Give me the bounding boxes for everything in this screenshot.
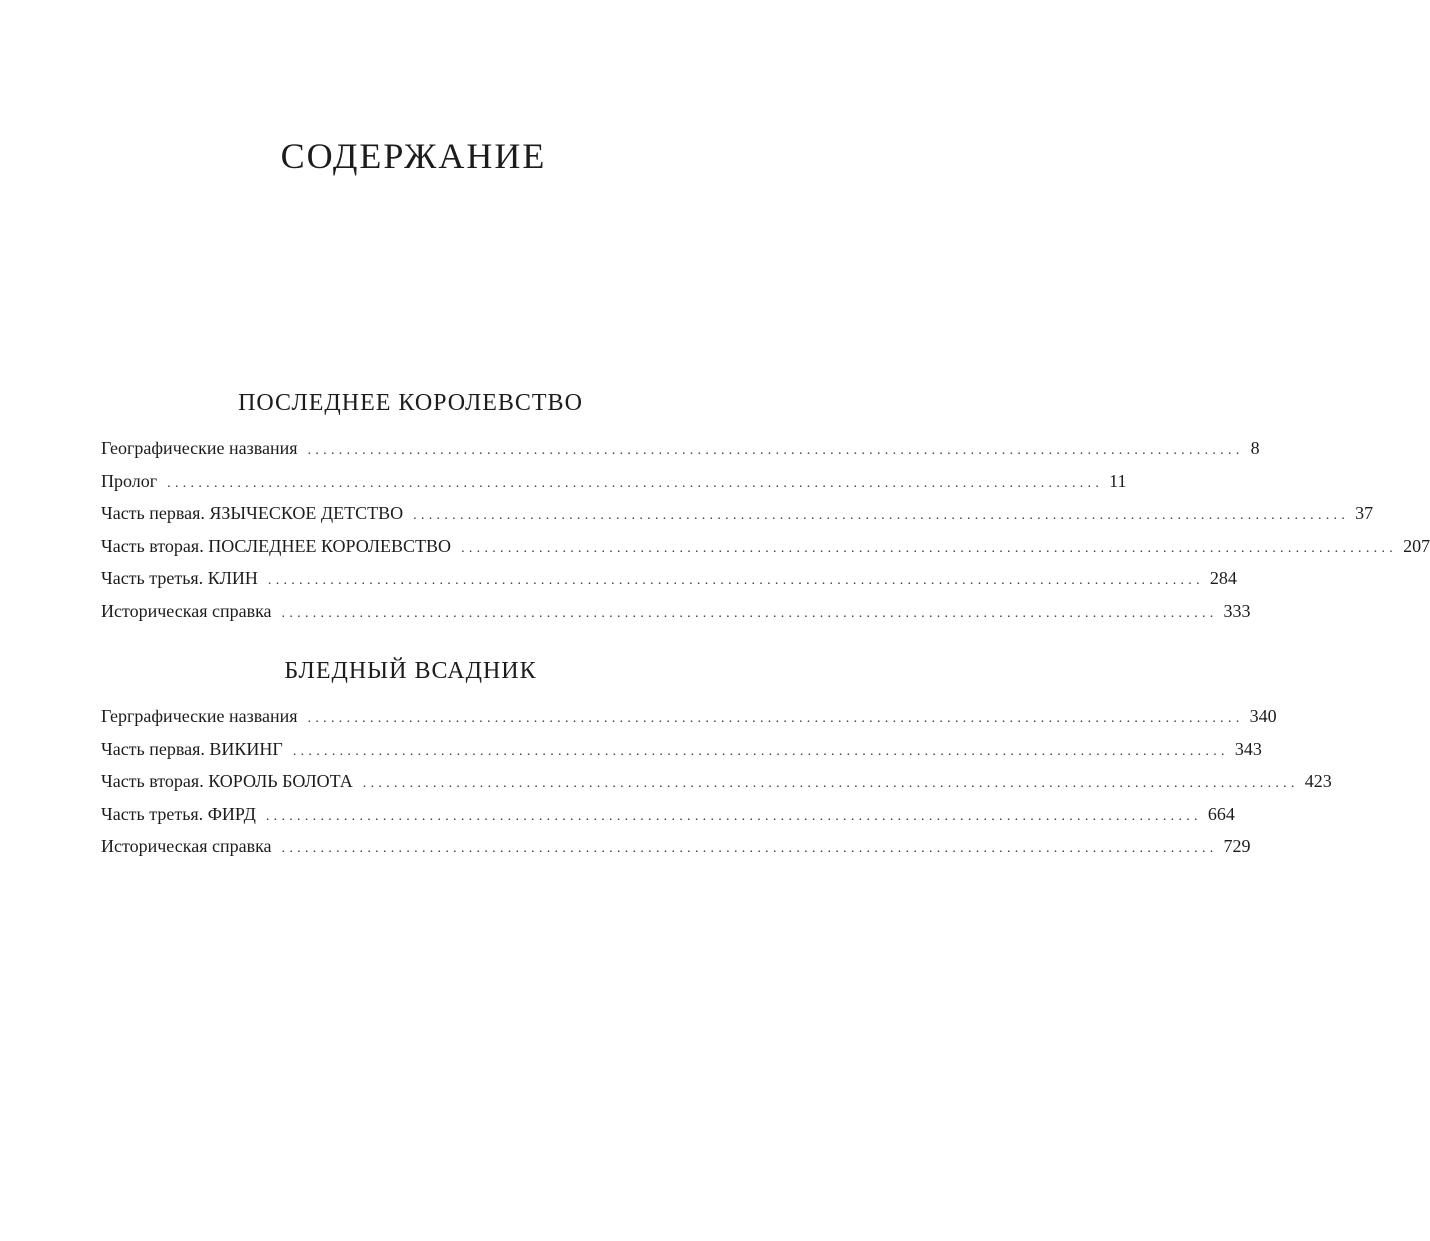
toc-entry-title: ЯЗЫЧЕСКОЕ ДЕТСТВО bbox=[209, 503, 404, 524]
toc-entry-title: КОРОЛЬ БОЛОТА bbox=[208, 771, 353, 792]
toc-entry-label bbox=[101, 432, 298, 465]
toc-entry-prefix: Историческая справка bbox=[101, 600, 272, 621]
section-title: ПОСЛЕДНЕЕ КОРОЛЕВСТВО bbox=[238, 390, 583, 416]
toc-entry[interactable] bbox=[101, 432, 1260, 465]
dot-leader: ........................................................................................................................ bbox=[265, 808, 1202, 824]
toc-entry[interactable] bbox=[101, 798, 1235, 831]
toc-entry[interactable] bbox=[101, 700, 1277, 733]
toc-entry[interactable] bbox=[101, 765, 1332, 798]
toc-section-2 bbox=[101, 656, 1332, 863]
toc-entry-prefix: Часть третья. bbox=[101, 803, 208, 824]
toc-entry[interactable] bbox=[101, 562, 1237, 595]
toc-entry-label bbox=[101, 595, 272, 628]
toc-section-1 bbox=[101, 388, 1430, 628]
toc-list bbox=[101, 432, 1430, 628]
toc-entry-prefix: Географические названия bbox=[101, 438, 298, 458]
toc-entry-prefix: Герграфические названия bbox=[101, 706, 298, 726]
toc-entry-prefix: Часть первая. bbox=[101, 738, 210, 759]
toc-entry[interactable] bbox=[101, 465, 1127, 498]
toc-entry-label bbox=[101, 465, 157, 498]
toc-entry-label bbox=[101, 497, 403, 530]
toc-entry-prefix: Пролог bbox=[101, 470, 158, 491]
toc-entry[interactable] bbox=[101, 733, 1262, 766]
toc-entry-prefix: Часть третья. bbox=[101, 568, 208, 589]
toc-entry-label bbox=[101, 530, 451, 563]
toc-entry-prefix: Часть вторая. bbox=[101, 535, 209, 556]
toc-entry-label bbox=[101, 765, 353, 798]
toc-entry-label bbox=[101, 830, 272, 863]
dot-leader: ........................................................................................................................ bbox=[362, 776, 1299, 792]
toc-page-number: 284 bbox=[1209, 568, 1237, 589]
toc-list bbox=[101, 700, 1332, 863]
toc-entry-title: ВИКИНГ bbox=[209, 738, 283, 759]
dot-leader: ........................................................................................................................ bbox=[461, 540, 1398, 556]
toc-entry[interactable] bbox=[101, 497, 1374, 530]
toc-page-number: 729 bbox=[1223, 836, 1251, 857]
toc-entry-title: ФИРД bbox=[207, 803, 256, 824]
toc-page-number: 343 bbox=[1234, 738, 1262, 759]
toc-entry[interactable] bbox=[101, 530, 1430, 563]
toc-entry-prefix: Историческая справка bbox=[101, 836, 272, 857]
toc-page-number: 340 bbox=[1249, 706, 1277, 726]
dot-leader: ........................................................................................................................ bbox=[307, 711, 1244, 726]
dot-leader: ........................................................................................................................ bbox=[281, 841, 1218, 857]
toc-entry-label bbox=[101, 733, 283, 766]
toc-entry-label bbox=[101, 700, 298, 733]
toc-entry-title: КЛИН bbox=[207, 568, 258, 589]
dot-leader: ........................................................................................................................ bbox=[307, 443, 1244, 458]
toc-page-number: 8 bbox=[1250, 438, 1260, 458]
dot-leader: ........................................................................................................................ bbox=[267, 573, 1204, 589]
section-title: БЛЕДНЫЙ ВСАДНИК bbox=[284, 658, 537, 684]
toc-page-number: 37 bbox=[1355, 503, 1374, 524]
page-title: СОДЕРЖАНИЕ bbox=[280, 136, 547, 177]
toc-entry[interactable] bbox=[101, 595, 1251, 628]
toc-entry-label bbox=[101, 562, 258, 595]
dot-leader: ........................................................................................................................ bbox=[413, 508, 1350, 524]
toc-page-number: 11 bbox=[1109, 470, 1127, 491]
dot-leader: ........................................................................................................................ bbox=[281, 605, 1218, 621]
toc-page-number: 664 bbox=[1207, 803, 1235, 824]
toc-page-number: 333 bbox=[1223, 600, 1251, 621]
toc-entry-prefix: Часть первая. bbox=[101, 503, 210, 524]
dot-leader: ........................................................................................................................ bbox=[292, 743, 1229, 759]
toc-page-number: 207 bbox=[1403, 535, 1430, 556]
toc-entry-label bbox=[101, 798, 256, 831]
toc-page-number: 423 bbox=[1304, 771, 1332, 792]
dot-leader: ........................................................................................................................ bbox=[167, 475, 1104, 491]
toc-entry-title: ПОСЛЕДНЕЕ КОРОЛЕВСТВО bbox=[208, 535, 452, 556]
toc-entry[interactable] bbox=[101, 830, 1251, 863]
toc-entry-prefix: Часть вторая. bbox=[101, 771, 209, 792]
